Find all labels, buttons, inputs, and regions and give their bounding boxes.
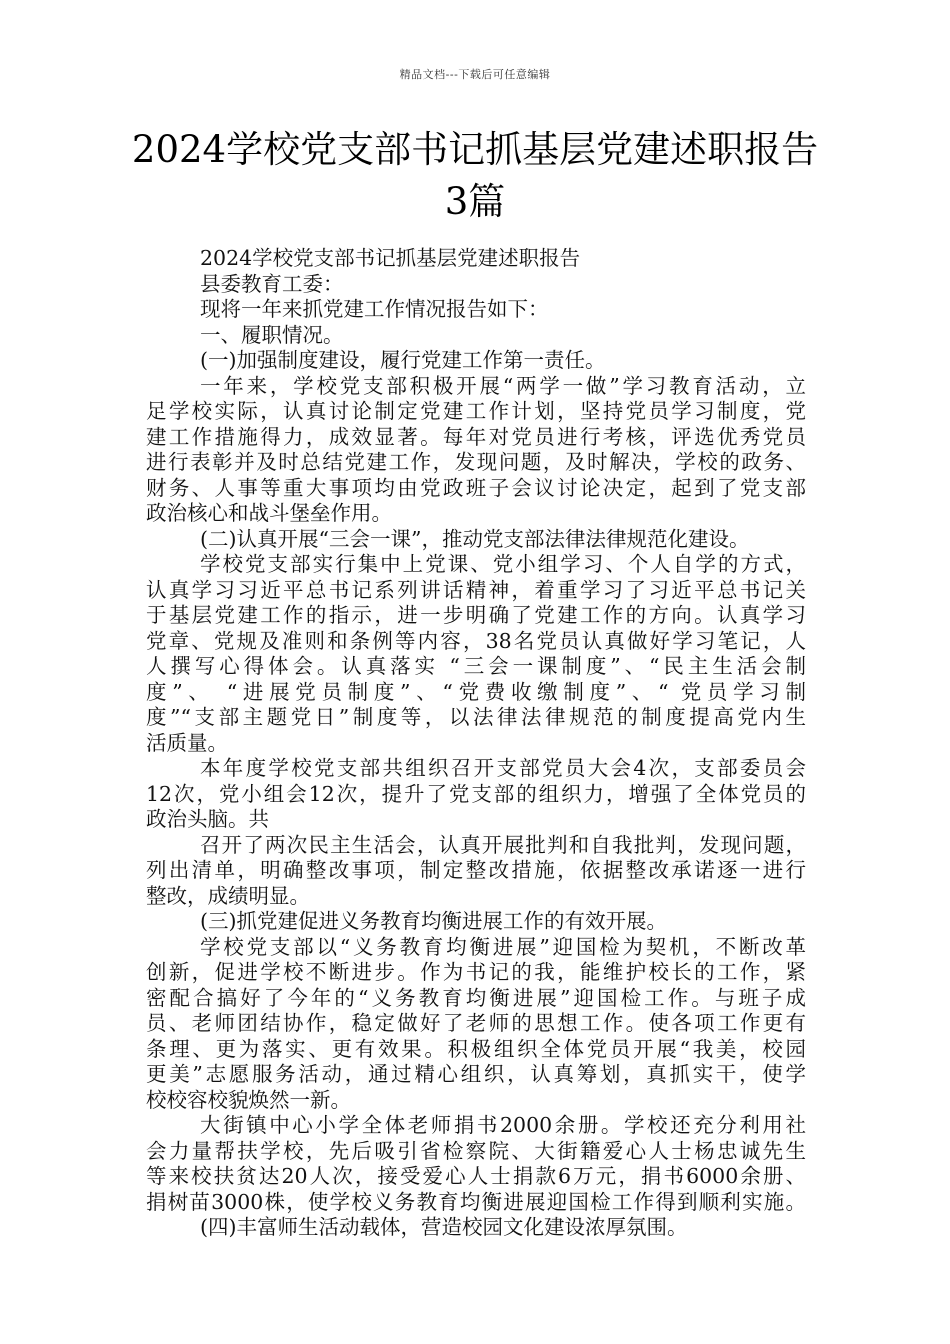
body-line: 党章、党规及准则和条例等内容，38名党员认真做好学习笔记，人 [146,628,806,653]
body-line: 列出清单，明确整改事项，制定整改措施，依据整改承诺逐一进行 [146,858,806,882]
body-line: 县委教育工委： [200,271,344,296]
body-line: 一年来，学校党支部积极开展“两学一做”学习教育活动，立 [200,373,806,398]
body-line: 校校容校貌焕然一新。 [146,1087,351,1112]
body-line: 度”、 “进展党员制度”、“党费收缴制度”、“ 党员学习制 [146,679,806,704]
document-title [110,124,840,228]
body-line: 整改，成绩明显。 [146,883,310,908]
title-line-2: 3篇 [444,180,506,223]
body-line: 2024学校党支部书记抓基层党建述职报告 [200,246,581,270]
body-line: 人撰写心得体会。认真落实 “三会一课制度”、“民主生活会制 [146,654,806,678]
body-line: 财务、人事等重大事项均由党政班子会议讨论决定，起到了党支部 [146,475,806,500]
header-note: 精品文档---下载后可任意编辑 [399,68,551,81]
body-line: (二)认真开展“三会一课”，推动党支部法律法律规范化建设。 [200,526,750,551]
body-line: 政治头脑。共 [146,807,269,831]
body-line: 度”“支部主题党日”制度等，以法律法律规范的制度提高党内生 [146,705,806,729]
body-line: 条理、更为落实、更有效果。积极组织全体党员开展“我美，校园 [146,1036,806,1061]
body-line: 密配合搞好了今年的“义务教育均衡进展”迎国检工作。与班子成 [146,985,806,1010]
body-line: 现将一年来抓党建工作情况报告如下： [200,297,549,321]
body-line: 会力量帮扶学校，先后吸引省检察院、大街籍爱心人士杨忠诚先生 [146,1138,806,1163]
body-line: 认真学习习近平总书记系列讲话精神，着重学习了习近平总书记关 [146,577,806,602]
body-line: 更美”志愿服务活动，通过精心组织，认真筹划，真抓实干，使学 [146,1062,806,1086]
body-line: 学校党支部实行集中上党课、党小组学习、个人自学的方式， [200,552,806,576]
body-line: 创新，促进学校不断进步。作为书记的我，能维护校长的工作，紧 [146,960,806,984]
body-line: 学校党支部以“义务教育均衡进展”迎国检为契机，不断改革 [200,934,806,959]
body-line: 员、老师团结协作，稳定做好了老师的思想工作。使各项工作更有 [146,1011,806,1035]
body-line: 12次，党小组会12次，提升了党支部的组织力，增强了全体党员的 [146,781,806,806]
body-line: 足学校实际，认真讨论制定党建工作计划，坚持党员学习制度，党 [146,399,806,423]
body-line: 捐树苗3000株，使学校义务教育均衡进展迎国检工作得到顺利实施。 [146,1189,806,1214]
body-line: 活质量。 [146,730,228,755]
body-line: 一、履职情况。 [200,322,344,347]
document-body [146,246,806,1241]
body-line: 召开了两次民主生活会，认真开展批判和自我批判，发现问题， [200,832,806,857]
body-line: (四)丰富师生活动载体，营造校园文化建设浓厚氛围。 [200,1215,688,1239]
body-line: 于基层党建工作的指示，进一步明确了党建工作的方向。认真学习 [146,603,806,627]
body-line: (三)抓党建促进义务教育均衡进展工作的有效开展。 [200,909,667,933]
body-line: (一)加强制度建设，履行党建工作第一责任。 [200,348,606,372]
body-line: 建工作措施得力，成效显著。每年对党员进行考核，评选优秀党员 [146,424,806,449]
body-line: 进行表彰并及时总结党建工作，发现问题，及时解决，学校的政务、 [146,450,806,474]
title-line-1: 2024学校党支部书记抓基层党建述职报告 [131,128,819,171]
body-line: 本年度学校党支部共组织召开支部党员大会4次，支部委员会 [200,756,806,780]
body-line: 政治核心和战斗堡垒作用。 [146,501,392,525]
body-line: 大街镇中心小学全体老师捐书2000余册。学校还充分利用社 [200,1113,806,1137]
body-line: 等来校扶贫达20人次，接受爱心人士捐款6万元，捐书6000余册、 [146,1164,806,1188]
